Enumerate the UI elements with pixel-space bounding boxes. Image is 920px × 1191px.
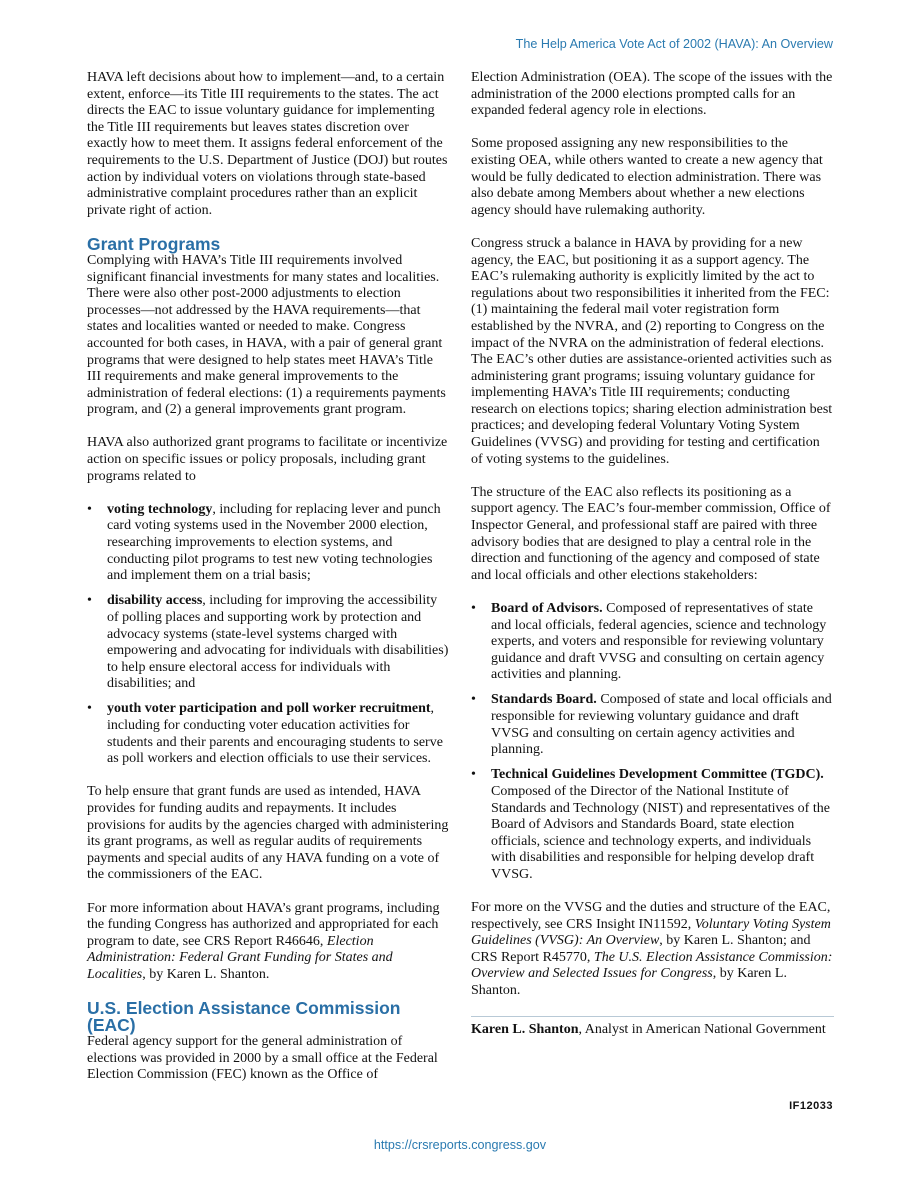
- paragraph-grant-specific: HAVA also authorized grant programs to facilitate or incentivize action on specific issues or policy proposals, including grant programs related to: [87, 435, 448, 484]
- footer-url-link[interactable]: https://crsreports.congress.gov: [373, 1138, 547, 1152]
- bullet-term: Board of Advisors.: [491, 601, 603, 616]
- paragraph-oea: Election Administration (OEA). The scope of the issues with the administration of the 2000 elections prompted calls for an expanded federal agency role in elections.: [471, 70, 833, 119]
- insight-title: Voluntary Voting System Guidelines (VVSG): An Overview: [471, 916, 831, 949]
- report-title: Election Administration: Federal Grant Funding for States and Localities: [87, 933, 393, 982]
- author-line: [471, 1022, 834, 1039]
- paragraph-structure: The structure of the EAC also reflects its positioning as a support agency. The EAC’s four-member commission, Office of Inspector General, and professional staff are paired with three advisory bodies that are designed to play a central role in the direction and functioning of the agency and composed of state and local officials and other elections stakeholders:: [471, 484, 831, 583]
- report-title: The U.S. Election Assistance Commission: Overview and Selected Issues for Congress: [471, 949, 833, 982]
- paragraph-proposals: Some proposed assigning any new responsibilities to the existing OEA, while others wanted to create a new agency that would be fully dedicated to election administration. There was also debate among Members about whether a new elections agency should have rulemaking authority.: [471, 136, 823, 218]
- bullet-text: , including for improving the accessibility of polling places and supporting work by protection and advocacy systems (state-level systems charged with empowering and advocating for individuals with disabilities) to help ensure electoral access for individuals with disabilities; and: [107, 593, 449, 692]
- bullet-term: youth voter participation and poll worker recruitment: [107, 701, 431, 717]
- bullet-icon: •: [471, 601, 476, 616]
- document-id: IF12033: [789, 1100, 833, 1112]
- author-title: , Analyst in American National Government: [578, 1022, 826, 1038]
- bullet-icon: •: [87, 701, 92, 717]
- text-run: , by Karen L. Shanton; and CRS Report R45770,: [471, 933, 811, 965]
- author-name: Karen L. Shanton: [471, 1022, 579, 1038]
- advisory-bullet-list: [471, 601, 834, 884]
- list-item: [471, 767, 834, 883]
- bullet-icon: •: [471, 692, 476, 708]
- heading-grant-programs: Grant Programs: [87, 233, 221, 254]
- bullet-term: voting technology: [107, 501, 213, 517]
- left-column: [87, 70, 449, 1100]
- bullet-icon: •: [87, 501, 92, 517]
- bullet-text: Composed of representatives of state and local officials, federal agencies, science and technology experts, and voters and responsible for reviewing voluntary guidance and draft VVSG and consulting on certain agency activities and planning.: [491, 601, 827, 683]
- bullet-text: Composed of state and local officials and responsible for reviewing voluntary guidance and draft VVSG and consulting on certain agency activities and planning.: [491, 692, 832, 758]
- list-item: [87, 502, 449, 585]
- list-item: [87, 593, 449, 693]
- list-item: [471, 692, 834, 758]
- bullet-text: , including for conducting voter education activities for students and their parents and encouraging students to serve as poll workers and election officials to use their services.: [107, 701, 443, 767]
- grant-bullet-list: [87, 502, 449, 768]
- heading-eac: U.S. Election Assistance Commission (EAC): [87, 998, 401, 1036]
- paragraph-balance: Congress struck a balance in HAVA by providing for a new agency, the EAC, but positioning it as a support agency. The EAC’s rulemaking authority is explicitly limited by the act to regulations about two responsibilities it inherited from the FEC: (1) maintaining the federal mail voter registration form established by the NVRA, and (2) reporting to Congress on the impact of the NVRA on the administration of federal elections. The EAC’s other duties are assistance-oriented activities such as administering grant programs; issuing voluntary guidance for implementing HAVA’s Title III requirements; conducting research on elections topics; sharing election administration best practices; and developing federal Voluntary Voting System Guidelines (VVSG) and providing for testing and certification of voting systems to the guidelines.: [471, 235, 833, 467]
- right-column: [471, 70, 834, 1055]
- bullet-term: Standards Board.: [491, 692, 597, 708]
- list-item: [471, 601, 834, 684]
- author-divider: [471, 1016, 834, 1017]
- text-run: , by Karen L. Shanton.: [142, 966, 270, 982]
- text-run: For more on the VVSG and the duties and structure of the EAC, respectively, see CRS Insight IN11592,: [471, 900, 831, 932]
- paragraph-grant-more-info: [87, 901, 449, 984]
- text-run: For more information about HAVA’s grant programs, including the funding Congress has authorized and appropriated for each program to date, see CRS Report R46646,: [87, 900, 440, 949]
- bullet-text: , including for replacing lever and punch card voting systems used in the November 2000 election, researching improvements to election systems, and conducting pilot programs to test new voting technologies and implement them on a trial basis;: [107, 501, 441, 584]
- running-header: The Help America Vote Act of 2002 (HAVA): An Overview: [515, 37, 833, 51]
- paragraph-grant-intro: Complying with HAVA’s Title III requirements involved significant financial investments for many states and localities. There were also other post-2000 adjustments to election processes—not addressed by the HAVA requirements—that states and localities wanted or needed to make. Congress accounted for both cases, in HAVA, with a pair of general grant programs that were designed to help states meet HAVA’s Title III requirements and make general improvements to the administration of federal elections: (1) a requirements payments program, and (2) a general improvements grant program.: [87, 252, 446, 418]
- bullet-text: Composed of the Director of the National Institute of Standards and Technology (NIST) and representatives of the Board of Advisors and Standards Board, state election officials, science and technology experts, and individuals with disabilities and responsible for helping develop draft VVSG.: [491, 783, 830, 882]
- paragraph-audits: To help ensure that grant funds are used as intended, HAVA provides for funding audits and repayments. It includes provisions for audits by the agencies charged with administering its grant programs, as well as regular audits of requirements payments and special audits of any HAVA funding on a vote of the commissioners of the EAC.: [87, 784, 449, 883]
- paragraph-title-iii-enforcement: HAVA left decisions about how to implement—and, to a certain extent, enforce—its Title III requirements to the states. The act directs the EAC to issue voluntary guidance for implementing the Title III requirements but leaves states discretion over exactly how to meet them. It assigns federal enforcement of the requirements to the U.S. Department of Justice (DOJ) but routes action by individual voters on violations through state-based administrative complaint procedures rather than an explicit private right of action.: [87, 70, 448, 218]
- bullet-icon: •: [471, 767, 476, 783]
- bullet-term: disability access: [107, 593, 203, 609]
- bullet-icon: •: [87, 593, 92, 609]
- text-run: , by Karen L. Shanton.: [471, 966, 787, 999]
- bullet-term: Technical Guidelines Development Committee (TGDC).: [491, 767, 824, 783]
- paragraph-vvsg-more-info: [471, 900, 834, 1000]
- list-item: [87, 701, 449, 767]
- paragraph-eac-intro: Federal agency support for the general administration of elections was provided in 2000 by a small office at the Federal Election Commission (FEC) known as the Office of: [87, 1034, 438, 1083]
